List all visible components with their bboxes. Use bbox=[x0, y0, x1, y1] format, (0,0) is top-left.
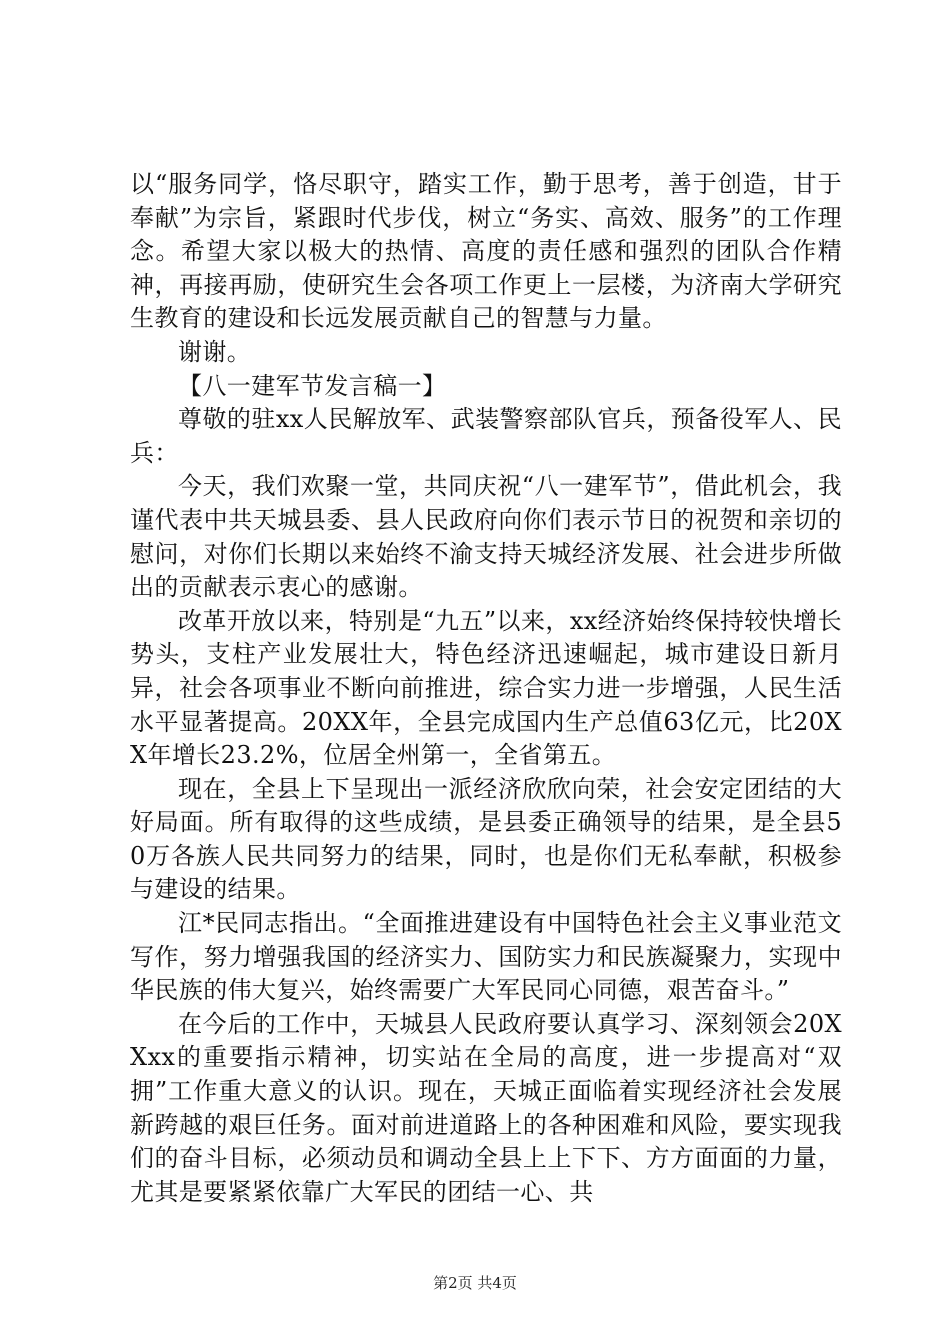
section-heading: 【八一建军节发言稿一】 bbox=[178, 371, 447, 400]
paragraph-economy: 改革开放以来，特别是“九五”以来，xx经济始终保持较快增长势头，支柱产业发展壮大，特色经济迅速崛起，城市建设日新月异，社会各项事业不断向前推进，综合实力进一步增强，人民生活水平显著提高。20XX年，全县完成国内生产总值63亿元，比20XX年增长23.2%，位居全州第一，全省第五。 bbox=[130, 606, 842, 770]
paragraph-future: 在今后的工作中，天城县人民政府要认真学习、深刻领会20XXxx的重要指示精神，切实站在全局的高度，进一步提高对“双拥”工作重大意义的认识。现在，天城正面临着实现经济社会发展新跨越的艰巨任务。面对前进道路上的各种困难和风险，要实现我们的奋斗目标，必须动员和调动全县上上下下、方方面面的力量，尤其是要紧紧依靠广大军民的团结一心、共 bbox=[130, 1009, 842, 1206]
document-body bbox=[130, 168, 842, 1209]
page-number: 第2页 共4页 bbox=[433, 1274, 517, 1292]
paragraph-intro: 以“服务同学，恪尽职守，踏实工作，勤于思考，善于创造，甘于奉献”为宗旨，紧跟时代步伐，树立“务实、高效、服务”的工作理念。希望大家以极大的热情、高度的责任感和强烈的团队合作精神，再接再励，使研究生会各项工作更上一层楼，为济南大学研究生教育的建设和长远发展贡献自己的智慧与力量。 bbox=[130, 170, 842, 333]
paragraph-thanks: 谢谢。 bbox=[178, 337, 252, 366]
paragraph-quote: 江*民同志指出。“全面推进建设有中国特色社会主义事业范文写作，努力增强我国的经济实力、国防实力和民族凝聚力，实现中华民族的伟大复兴，始终需要广大军民同心同德，艰苦奋斗。” bbox=[130, 909, 842, 1005]
paragraph-salutation: 尊敬的驻xx人民解放军、武装警察部队官兵，预备役军人、民兵： bbox=[130, 405, 842, 467]
paragraph-greeting: 今天，我们欢聚一堂，共同庆祝“八一建军节”，借此机会，我谨代表中共天城县委、县人民政府向你们表示节日的祝贺和亲切的慰问，对你们长期以来始终不渝支持天城经济发展、社会进步所做出的贡献表示衷心的感谢。 bbox=[130, 472, 842, 602]
paragraph-situation: 现在，全县上下呈现出一派经济欣欣向荣，社会安定团结的大好局面。所有取得的这些成绩，是县委正确领导的结果，是全县50万各族人民共同努力的结果，同时，也是你们无私奉献，积极参与建设的结果。 bbox=[130, 774, 842, 904]
